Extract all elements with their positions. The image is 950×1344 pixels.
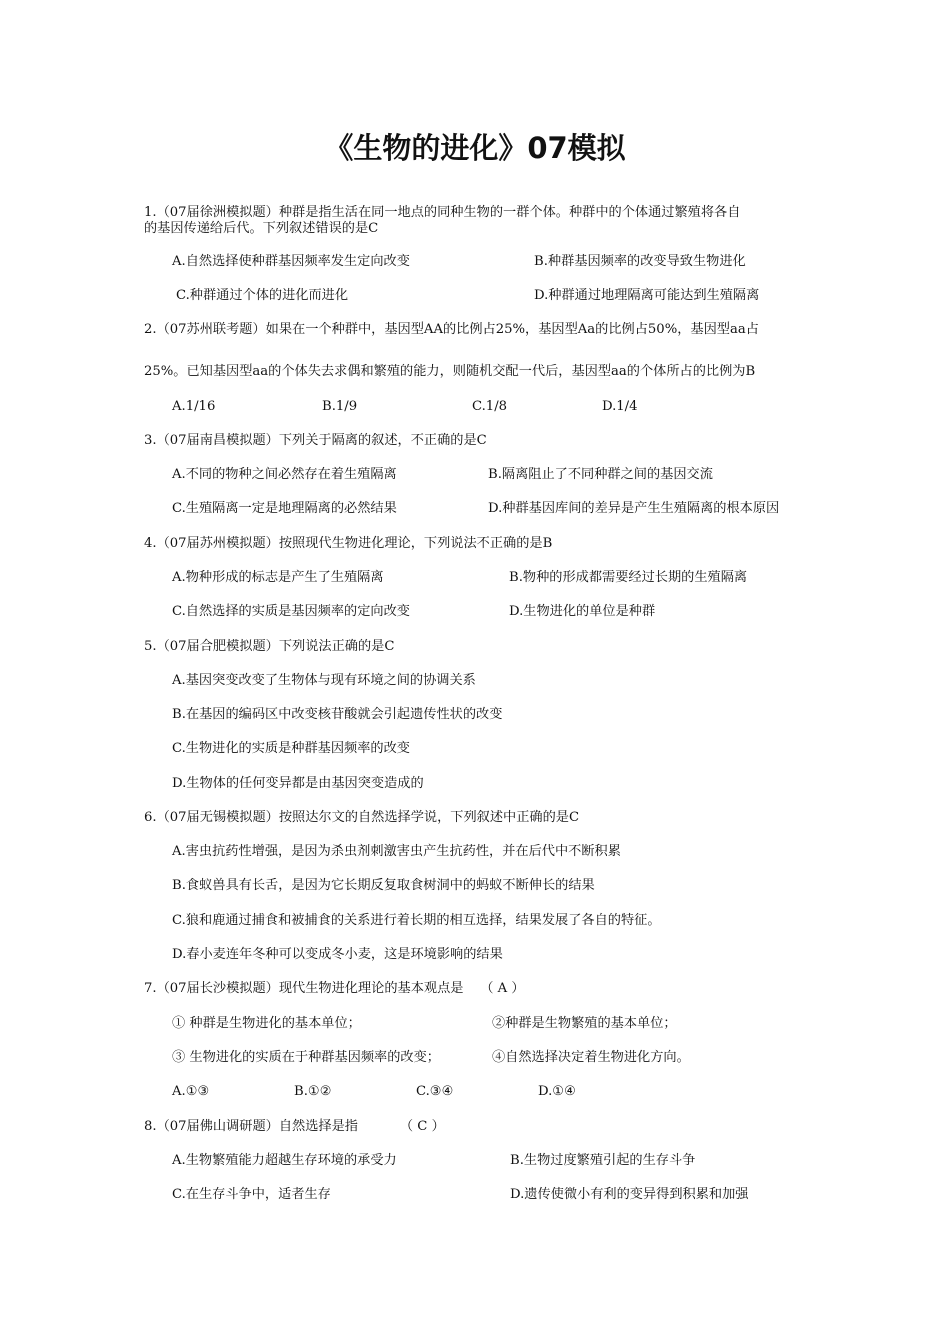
- q7-option-d: D.①④: [538, 1084, 576, 1099]
- q1-option-b: B.种群基因频率的改变导致生物进化: [534, 254, 746, 269]
- q3-option-a: A.不同的物种之间必然存在着生殖隔离: [172, 467, 397, 482]
- q2-option-c: C.1/8: [472, 399, 508, 414]
- q7-statement-3: ③ 生物进化的实质在于种群基因频率的改变；: [172, 1050, 440, 1065]
- q4-option-d: D.生物进化的单位是种群: [509, 604, 656, 619]
- q8-option-a: A.生物繁殖能力超越生存环境的承受力: [172, 1153, 397, 1168]
- q3-option-c: C.生殖隔离一定是地理隔离的必然结果: [172, 501, 397, 516]
- q8-option-d: D.遗传使微小有利的变异得到积累和加强: [510, 1187, 749, 1202]
- q7-option-a: A.①③: [172, 1084, 210, 1099]
- q3-option-b: B.隔离阻止了不同种群之间的基因交流: [488, 467, 713, 482]
- q1-stem-line1: 1.（07届徐洲模拟题）种群是指生活在同一地点的同种生物的一群个体。种群中的个体通过繁殖将各自: [144, 205, 741, 220]
- q7-statement-1: ① 种群是生物进化的基本单位；: [172, 1016, 361, 1031]
- q2-option-d: D.1/4: [602, 399, 638, 414]
- q7-statement-4: ④自然选择决定着生物进化方向。: [492, 1050, 690, 1065]
- q2-stem-line2: 25%。已知基因型aa的个体失去求偶和繁殖的能力，则随机交配一代后，基因型aa的个体所占的比例为B: [144, 364, 756, 379]
- q7-statement-2: ②种群是生物繁殖的基本单位；: [492, 1016, 677, 1031]
- q4-stem: 4.（07届苏州模拟题）按照现代生物进化理论，下列说法不正确的是B: [144, 536, 553, 551]
- q4-option-c: C.自然选择的实质是基因频率的定向改变: [172, 604, 410, 619]
- q2-stem-line1: 2.（07苏州联考题）如果在一个种群中，基因型AA的比例占25%，基因型Aa的比例占50%，基因型aa占: [144, 322, 759, 337]
- q6-option-a: A.害虫抗药性增强，是因为杀虫剂刺激害虫产生抗药性，并在后代中不断积累: [172, 844, 621, 859]
- q1-option-d: D.种群通过地理隔离可能达到生殖隔离: [534, 288, 760, 303]
- q8-stem: 8.（07届佛山调研题）自然选择是指 （ C ）: [144, 1119, 445, 1134]
- q6-option-d: D.春小麦连年冬种可以变成冬小麦，这是环境影响的结果: [172, 947, 503, 962]
- q4-option-b: B.物种的形成都需要经过长期的生殖隔离: [509, 570, 748, 585]
- q3-option-d: D.种群基因库间的差异是产生生殖隔离的根本原因: [488, 501, 780, 516]
- q7-option-b: B.①②: [294, 1084, 332, 1099]
- q5-option-a: A.基因突变改变了生物体与现有环境之间的协调关系: [172, 673, 476, 688]
- q7-stem: 7.（07届长沙模拟题）现代生物进化理论的基本观点是 （ A ）: [144, 981, 525, 996]
- q5-option-b: B.在基因的编码区中改变核苷酸就会引起遗传性状的改变: [172, 707, 503, 722]
- q2-option-a: A.1/16: [172, 399, 216, 414]
- q1-option-c: C.种群通过个体的进化而进化: [176, 288, 349, 303]
- q6-option-c: C.狼和鹿通过捕食和被捕食的关系进行着长期的相互选择，结果发展了各自的特征。: [172, 913, 661, 928]
- q4-option-a: A.物种形成的标志是产生了生殖隔离: [172, 570, 384, 585]
- q1-stem-line2: 的基因传递给后代。下列叙述错误的是C: [144, 221, 379, 236]
- page-title: 《生物的进化》07模拟: [324, 131, 626, 165]
- q3-stem: 3.（07届南昌模拟题）下列关于隔离的叙述，不正确的是C: [144, 433, 487, 448]
- q2-option-b: B.1/9: [322, 399, 358, 414]
- q8-option-b: B.生物过度繁殖引起的生存斗争: [510, 1153, 696, 1168]
- q6-stem: 6.（07届无锡模拟题）按照达尔文的自然选择学说，下列叙述中正确的是C: [144, 810, 580, 825]
- q7-option-c: C.③④: [416, 1084, 454, 1099]
- q8-option-c: C.在生存斗争中，适者生存: [172, 1187, 331, 1202]
- q1-option-a: A.自然选择使种群基因频率发生定向改变: [172, 254, 410, 269]
- q5-option-d: D.生物体的任何变异都是由基因突变造成的: [172, 776, 424, 791]
- q6-option-b: B.食蚁兽具有长舌，是因为它长期反复取食树洞中的蚂蚁不断伸长的结果: [172, 878, 595, 893]
- q5-stem: 5.（07届合肥模拟题）下列说法正确的是C: [144, 639, 395, 654]
- q5-option-c: C.生物进化的实质是种群基因频率的改变: [172, 741, 410, 756]
